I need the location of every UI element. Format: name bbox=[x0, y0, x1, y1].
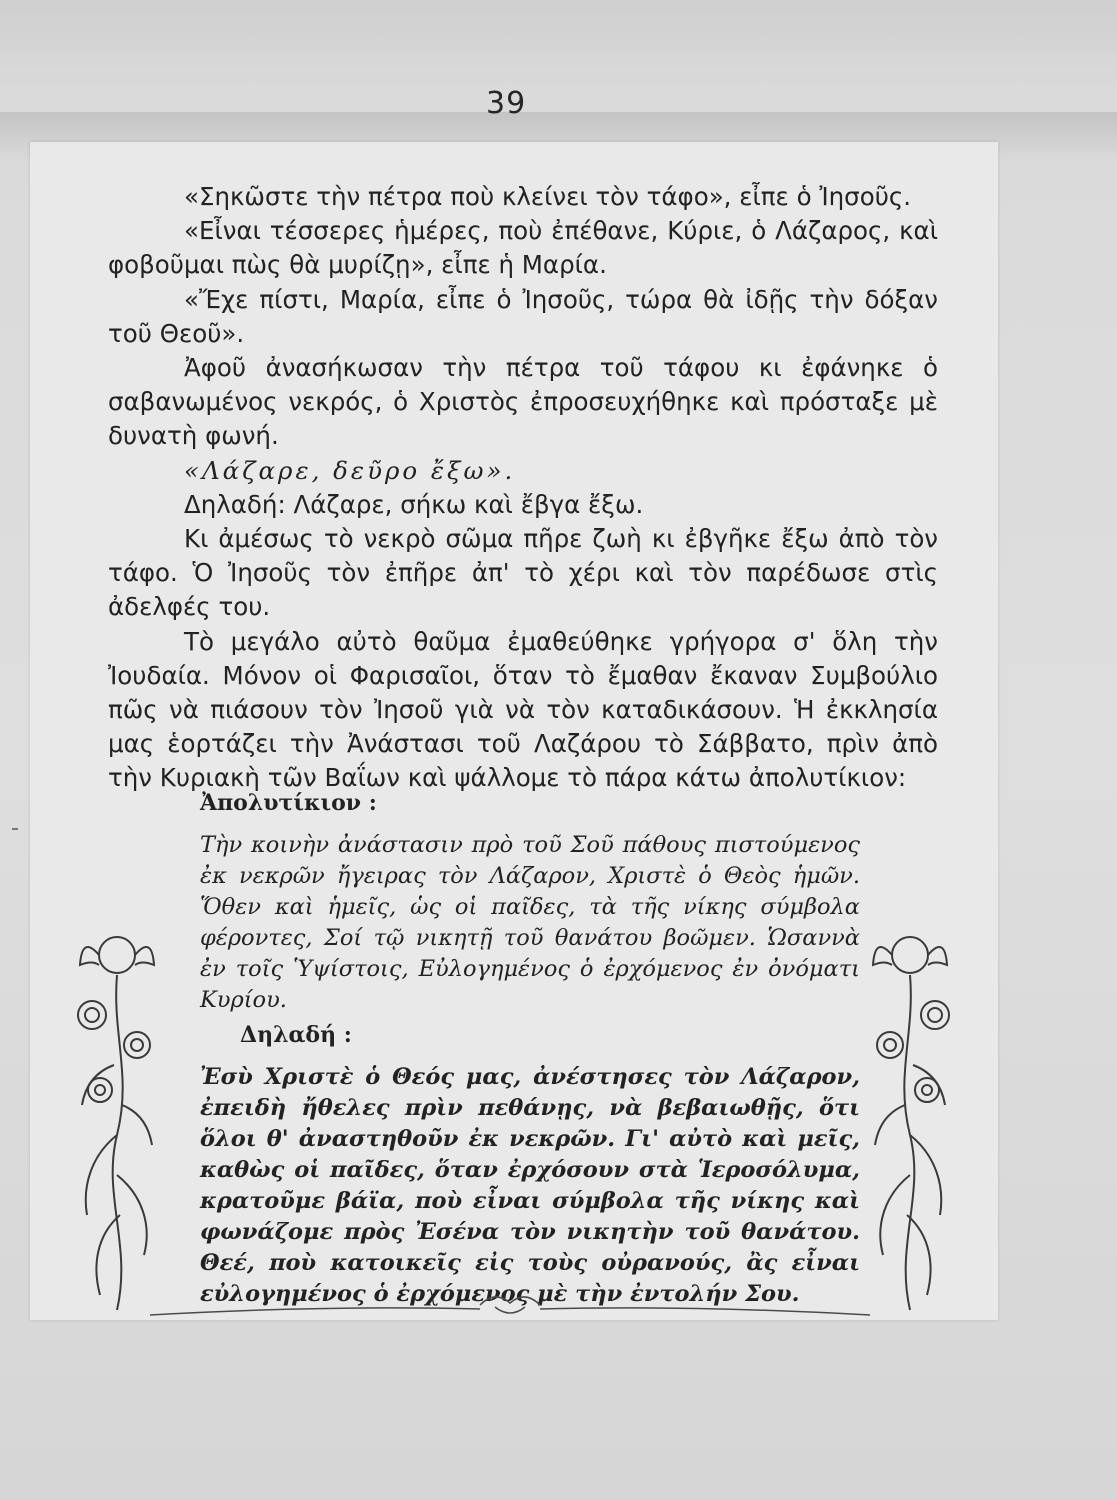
meaning-text: Ἐσὺ Χριστὲ ὁ Θεός μας, ἀνέστησες τὸν Λάζαρον, ἐπειδὴ ἤθελες πρὶν πεθάνῃς, νὰ βεβαιωθῇς, ὅτι ὅλοι θ' ἀναστηθοῦν ἐκ νεκρῶν. Γι' αὐτὸ καὶ μεῖς, καθὼς οἱ παῖδες, ὅταν ἐρχόσουν στὰ Ἱεροσόλυμα, κρατοῦμε βάϊα, ποὺ εἶναι σύμβολα τῆς νίκης καὶ φωνάζομε πρὸς Ἐσένα τὸν νικητὴν τοῦ θανάτου. Θεέ, ποὺ κατοικεῖς εἰς τοὺς οὐρανούς, ἂς εἶναι εὐλογημένος ὁ ἐρχόμενος μὲ τὴν ἐντολήν Σου. bbox=[200, 1064, 860, 1307]
paragraph: «Ἔχε πίστι, Μαρία, εἶπε ὁ Ἰησοῦς, τώρα θὰ ἰδῇς τὴν δόξαν τοῦ Θεοῦ». bbox=[108, 284, 938, 348]
paragraph: Δηλαδή: Λάζαρε, σήκω καὶ ἔβγα ἔξω. bbox=[184, 489, 644, 519]
apolytikion-section bbox=[200, 790, 860, 1310]
paragraph: «Λάζαρε, δεῦρο ἔξω». bbox=[184, 455, 516, 485]
paragraph: Ἀφοῦ ἀνασήκωσαν τὴν πέτρα τοῦ τάφου κι ἐφάνηκε ὁ σαβανωμένος νεκρός, ὁ Χριστὸς ἐπροσευχήθηκε καὶ πρόσταξε μὲ δυνατὴ φωνή. bbox=[108, 353, 938, 451]
angel-ornament-left bbox=[72, 915, 162, 1315]
dove-ornament-bottom bbox=[150, 1285, 870, 1325]
apolytikion-hymn: Τὴν κοινὴν ἀνάστασιν πρὸ τοῦ Σοῦ πάθους πιστούμενος ἐκ νεκρῶν ἤγειρας τὸν Λάζαρον, Χριστὲ ὁ Θεὸς ἡμῶν. Ὅθεν καὶ ἡμεῖς, ὡς οἱ παῖδες, τὰ τῆς νίκης σύμβολα φέροντες, Σοί τῷ νικητῇ τοῦ θανάτου βοῶμεν. Ὡσαννὰ ἐν τοῖς Ὑψίστοις, Εὐλογημένος ὁ ἐρχόμενος ἐν ὀνόματι Κυρίου. bbox=[200, 832, 860, 1013]
page-number: 39 bbox=[486, 86, 527, 121]
paragraph: «Σηκῶστε τὴν πέτρα ποὺ κλείνει τὸν τάφο», εἶπε ὁ Ἰησοῦς. bbox=[184, 182, 912, 211]
angel-ornament-right bbox=[865, 915, 955, 1315]
narrative-text bbox=[108, 180, 938, 796]
paragraph: Τὸ μεγάλο αὐτὸ θαῦμα ἐμαθεύθηκε γρήγορα σ' ὅλη τὴν Ἰουδαία. Μόνον οἱ Φαρισαῖοι, ὅταν τὸ ἔμαθαν ἔκαναν Συμβούλιο πῶς νὰ πιάσουν τὸν Ἰησοῦ γιὰ νὰ τὸν καταδικάσουν. Ἡ ἐκκλησία μας ἑορτάζει τὴν Ἀνάστασι τοῦ Λαζάρου τὸ Σάββατο, πρὶν ἀπὸ τὴν Κυριακὴ τῶν Βαΐων καὶ ψάλλομε τὸ πάρα κάτω ἀπολυτίκιον: bbox=[108, 626, 938, 793]
meaning-heading: Δηλαδή : bbox=[240, 1022, 352, 1048]
paragraph: «Εἶναι τέσσερες ἡμέρες, ποὺ ἐπέθανε, Κύριε, ὁ Λάζαρος, καὶ φοβοῦμαι πὼς θὰ μυρίζῃ», εἶπε ἡ Μαρία. bbox=[108, 216, 938, 280]
scan-mark bbox=[12, 828, 18, 830]
paragraph: Κι ἀμέσως τὸ νεκρὸ σῶμα πῆρε ζωὴ κι ἐβγῆκε ἔξω ἀπὸ τὸν τάφο. Ὁ Ἰησοῦς τὸν ἐπῆρε ἀπ' τὸ χέρι καὶ τὸν παρέδωσε στὶς ἀδελφές του. bbox=[108, 524, 938, 622]
apolytikion-heading: Ἀπολυτίκιον : bbox=[200, 790, 377, 816]
